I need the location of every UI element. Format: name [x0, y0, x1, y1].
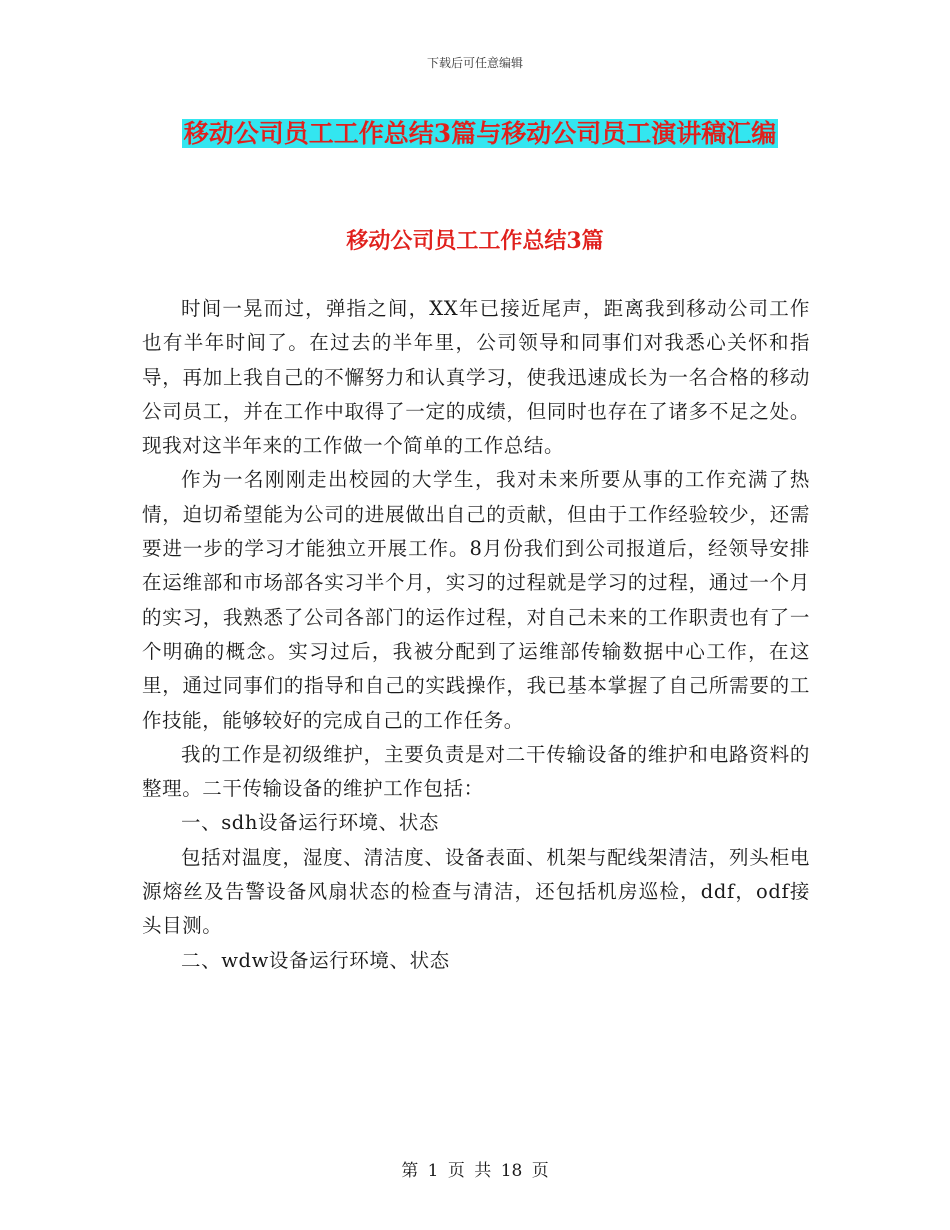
paragraph: 作为一名刚刚走出校园的大学生，我对未来所要从事的工作充满了热情，迫切希望能为公司的进展做出自己的贡献，但由于工作经验较少，还需要进一步的学习才能独立开展工作。8月份我们到公司报道后，经领导安排在运维部和市场部各实习半个月，实习的过程就是学习的过程，通过一个月的实习，我熟悉了公司各部门的运作过程，对自己未来的工作职责也有了一个明确的概念。实习过后，我被分配到了运维部传输数据中心工作，在这里，通过同事们的指导和自己的实践操作，我已基本掌握了自己所需要的工作技能，能够较好的完成自己的工作任务。: [142, 468, 810, 732]
page-footer: 第 1 页 共 18 页: [401, 1161, 549, 1181]
document-title: [140, 112, 820, 156]
section-title: 移动公司员工工作总结3篇: [346, 228, 604, 254]
paragraph: 一、sdh设备运行环境、状态: [181, 811, 439, 835]
header-note: 下载后可任意编辑: [426, 56, 523, 70]
paragraph: 我的工作是初级维护，主要负责是对二干传输设备的维护和电路资料的整理。二干传输设备的维护工作包括：: [142, 742, 810, 801]
document-body: [142, 292, 810, 978]
paragraph: 二、wdw设备运行环境、状态: [181, 948, 450, 972]
paragraph: 时间一晃而过，弹指之间，XX年已接近尾声，距离我到移动公司工作也有半年时间了。在过去的半年里，公司领导和同事们对我悉心关怀和指导，再加上我自己的不懈努力和认真学习，使我迅速成长为一名合格的移动公司员工，并在工作中取得了一定的成绩，但同时也存在了诸多不足之处。现我对这半年来的工作做一个简单的工作总结。: [142, 297, 810, 458]
paragraph: 包括对温度，湿度、清洁度、设备表面、机架与配线架清洁，列头柜电源熔丝及告警设备风扇状态的检查与清洁，还包括机房巡检，ddf，odf接头目测。: [142, 845, 810, 938]
document-title-text: 移动公司员工工作总结3篇与移动公司员工演讲稿汇编: [183, 119, 777, 148]
